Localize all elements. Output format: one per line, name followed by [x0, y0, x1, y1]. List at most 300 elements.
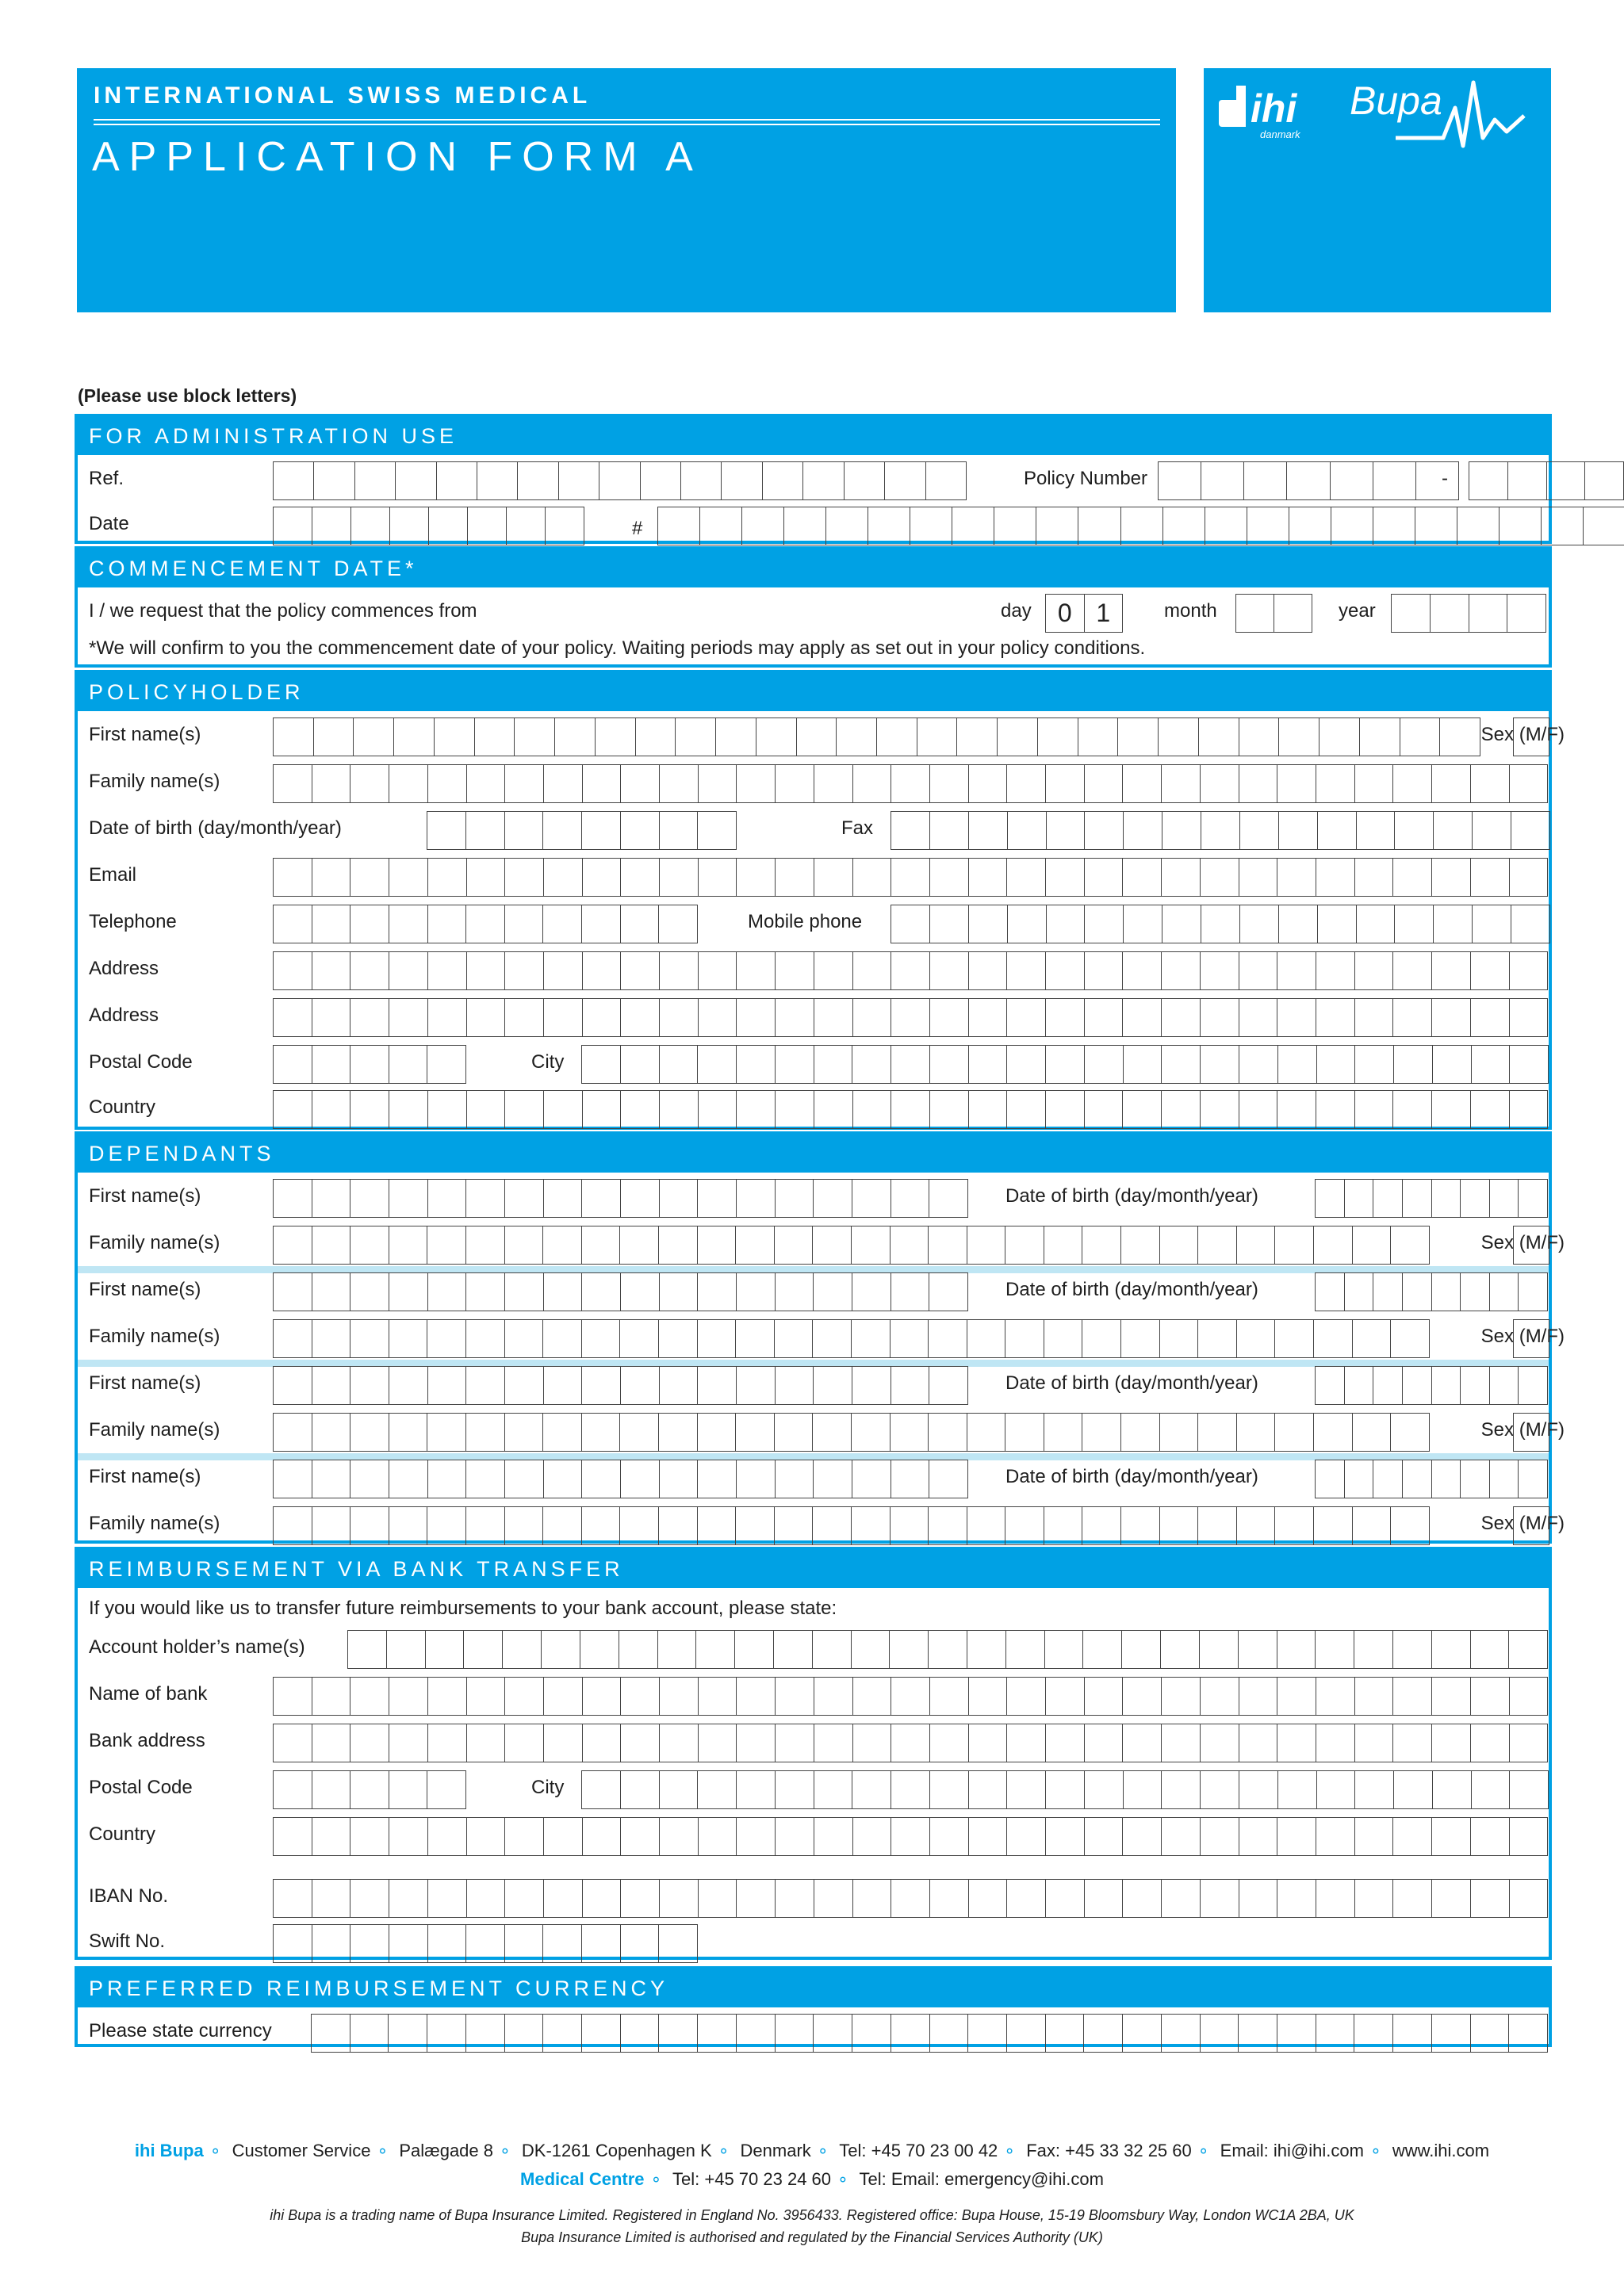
letter-box[interactable]: [1393, 858, 1432, 897]
letter-box[interactable]: [621, 858, 660, 897]
letter-box[interactable]: [1403, 1366, 1432, 1405]
letter-box[interactable]: [813, 1413, 852, 1452]
letter-box[interactable]: [1237, 1413, 1276, 1452]
letter-box[interactable]: [784, 507, 826, 545]
letter-box[interactable]: [1510, 1770, 1549, 1809]
letter-box[interactable]: [1085, 1045, 1124, 1084]
letter-box[interactable]: [350, 1413, 389, 1452]
letter-box[interactable]: [1038, 718, 1078, 756]
letter-box[interactable]: [505, 1817, 544, 1856]
letter-box[interactable]: [1274, 594, 1312, 633]
year-input[interactable]: [1391, 594, 1546, 633]
letter-box[interactable]: [929, 1366, 968, 1405]
letter-box[interactable]: [312, 1879, 351, 1918]
letter-box[interactable]: [1316, 1817, 1355, 1856]
letter-box[interactable]: [428, 764, 467, 803]
letter-box[interactable]: [1357, 905, 1396, 943]
letter-box[interactable]: [891, 1226, 929, 1265]
letter-box[interactable]: [1200, 1630, 1239, 1669]
letter-box[interactable]: [660, 1366, 699, 1405]
letter-box[interactable]: [274, 507, 312, 545]
letter-box[interactable]: [1519, 1272, 1548, 1311]
letter-box[interactable]: [776, 1460, 814, 1498]
letter-box[interactable]: [1509, 1630, 1548, 1669]
letter-box[interactable]: [742, 507, 784, 545]
letter-box[interactable]: [389, 1460, 428, 1498]
letter-box[interactable]: [1510, 764, 1549, 803]
letter-box[interactable]: [389, 1272, 428, 1311]
letter-box[interactable]: [1279, 718, 1320, 756]
letter-box[interactable]: [505, 1460, 544, 1498]
letter-box[interactable]: [505, 1413, 544, 1452]
letter-box[interactable]: [774, 1630, 813, 1669]
letter-box[interactable]: [466, 811, 505, 850]
letter-box[interactable]: [274, 1817, 312, 1856]
letter-box[interactable]: [967, 1413, 1006, 1452]
letter-box[interactable]: [559, 461, 599, 500]
letter-box[interactable]: [621, 1366, 660, 1405]
letter-box[interactable]: [427, 1226, 466, 1265]
letter-box[interactable]: [716, 718, 756, 756]
letter-box[interactable]: [1123, 951, 1162, 990]
letter-box[interactable]: [763, 461, 803, 500]
letter-box[interactable]: [1239, 998, 1278, 1037]
letter-box[interactable]: [1123, 998, 1162, 1037]
letter-box[interactable]: [621, 1924, 660, 1963]
letter-box[interactable]: [467, 1879, 506, 1918]
letter-box[interactable]: [1085, 764, 1124, 803]
letter-box[interactable]: [389, 1879, 428, 1918]
letter-box[interactable]: [969, 1045, 1008, 1084]
letter-box[interactable]: [698, 1506, 737, 1545]
letter-box[interactable]: [505, 1677, 544, 1716]
letter-box[interactable]: [969, 1817, 1008, 1856]
letter-box[interactable]: [1239, 1817, 1278, 1856]
letter-box[interactable]: [1355, 1879, 1394, 1918]
letter-box[interactable]: [312, 1770, 351, 1809]
letter-box[interactable]: [1471, 1677, 1510, 1716]
letter-box[interactable]: [1163, 507, 1205, 545]
letter-box[interactable]: [620, 1319, 659, 1358]
letter-box[interactable]: [389, 1817, 428, 1856]
letter-box[interactable]: [314, 461, 354, 500]
letter-box[interactable]: [312, 1272, 351, 1311]
letter-box[interactable]: [1044, 1319, 1083, 1358]
letter-box[interactable]: [428, 1090, 467, 1129]
dependant-dob-input[interactable]: [1315, 1272, 1548, 1311]
letter-box[interactable]: [1008, 811, 1047, 850]
letter-box[interactable]: [619, 1630, 658, 1669]
letter-box[interactable]: [1432, 1366, 1461, 1405]
letter-box[interactable]: [699, 764, 737, 803]
letter-box[interactable]: [891, 1879, 930, 1918]
letter-box[interactable]: [477, 461, 518, 500]
letter-box[interactable]: [1201, 2014, 1239, 2053]
letter-box[interactable]: [813, 1319, 852, 1358]
letter-box[interactable]: [814, 764, 853, 803]
letter-box[interactable]: [1510, 1677, 1549, 1716]
letter-box[interactable]: [1277, 1630, 1316, 1669]
letter-box[interactable]: [350, 1272, 389, 1311]
letter-box[interactable]: [969, 998, 1008, 1037]
letter-box[interactable]: [312, 1179, 351, 1218]
letter-box[interactable]: [1287, 461, 1330, 500]
letter-box[interactable]: [1275, 1413, 1314, 1452]
letter-box[interactable]: [1393, 951, 1432, 990]
letter-box[interactable]: [475, 718, 515, 756]
letter-box[interactable]: [621, 1179, 660, 1218]
letter-box[interactable]: [1205, 507, 1247, 545]
letter-box[interactable]: [776, 1045, 814, 1084]
letter-box[interactable]: [1162, 1879, 1201, 1918]
telephone-input[interactable]: [273, 905, 698, 943]
letter-box[interactable]: [1373, 1366, 1403, 1405]
letter-box[interactable]: [659, 1226, 698, 1265]
letter-box[interactable]: [1085, 1879, 1124, 1918]
letter-box[interactable]: [969, 858, 1008, 897]
letter-box[interactable]: [1046, 998, 1085, 1037]
letter-box[interactable]: [929, 1179, 968, 1218]
letter-box[interactable]: [660, 1724, 699, 1762]
letter-box[interactable]: [1046, 1817, 1085, 1856]
letter-box[interactable]: [891, 1319, 929, 1358]
letter-box[interactable]: [428, 1272, 467, 1311]
letter-box[interactable]: [543, 905, 582, 943]
bank-name-input[interactable]: [273, 1677, 1548, 1716]
letter-box[interactable]: [1124, 811, 1162, 850]
letter-box[interactable]: [1085, 1724, 1124, 1762]
letter-box[interactable]: [1162, 1817, 1201, 1856]
letter-box[interactable]: [428, 1924, 467, 1963]
letter-box[interactable]: [1239, 1090, 1278, 1129]
letter-box[interactable]: [814, 1677, 853, 1716]
letter-box[interactable]: [930, 1770, 969, 1809]
letter-box[interactable]: [274, 1413, 312, 1452]
letter-box[interactable]: [1519, 1179, 1548, 1218]
letter-box[interactable]: [1046, 1677, 1085, 1716]
letter-box[interactable]: [1394, 1045, 1433, 1084]
letter-box[interactable]: [814, 1045, 853, 1084]
letter-box[interactable]: [1317, 1770, 1356, 1809]
letter-box[interactable]: [698, 2014, 737, 2053]
letter-box[interactable]: [891, 858, 930, 897]
letter-box[interactable]: [1510, 951, 1549, 990]
letter-box[interactable]: [852, 1460, 891, 1498]
letter-box[interactable]: [621, 2014, 660, 2053]
letter-box[interactable]: [1240, 811, 1279, 850]
letter-box[interactable]: [1239, 764, 1278, 803]
letter-box[interactable]: [1434, 811, 1473, 850]
letter-box[interactable]: [852, 1179, 891, 1218]
letter-box[interactable]: [350, 1506, 389, 1545]
month-input[interactable]: [1235, 594, 1312, 633]
letter-box[interactable]: [507, 507, 546, 545]
letter-box[interactable]: [394, 718, 435, 756]
letter-box[interactable]: [1240, 905, 1279, 943]
letter-box[interactable]: [736, 1413, 775, 1452]
letter-box[interactable]: [698, 1226, 737, 1265]
letter-box[interactable]: [1159, 718, 1199, 756]
letter-box[interactable]: [437, 461, 477, 500]
letter-box[interactable]: [1277, 1090, 1316, 1129]
letter-box[interactable]: [274, 1506, 312, 1545]
letter-box[interactable]: [698, 1045, 737, 1084]
letter-box[interactable]: [813, 1630, 852, 1669]
letter-box[interactable]: [641, 461, 681, 500]
letter-box[interactable]: [583, 1090, 622, 1129]
letter-box[interactable]: [852, 1366, 891, 1405]
letter-box[interactable]: [350, 905, 389, 943]
letter-box[interactable]: [468, 507, 507, 545]
letter-box[interactable]: [1047, 905, 1086, 943]
letter-box[interactable]: [583, 998, 622, 1037]
letter-box[interactable]: [583, 1879, 622, 1918]
letter-box[interactable]: [1239, 1724, 1278, 1762]
letter-box[interactable]: [582, 1045, 621, 1084]
letter-box[interactable]: [660, 764, 699, 803]
letter-box[interactable]: [1345, 1460, 1374, 1498]
letter-box[interactable]: [930, 1879, 969, 1918]
letter-box[interactable]: [1201, 811, 1240, 850]
letter-box[interactable]: [845, 461, 885, 500]
letter-box[interactable]: [1373, 461, 1416, 500]
letter-box[interactable]: [1331, 507, 1373, 545]
letter-box[interactable]: [505, 1724, 544, 1762]
letter-box[interactable]: [1316, 951, 1355, 990]
letter-box[interactable]: [1353, 1413, 1392, 1452]
letter-box[interactable]: [1355, 858, 1394, 897]
letter-box[interactable]: [312, 1460, 351, 1498]
letter-box[interactable]: [467, 998, 506, 1037]
letter-box[interactable]: [544, 1366, 583, 1405]
letter-box[interactable]: [891, 2014, 930, 2053]
letter-box[interactable]: [1314, 1226, 1353, 1265]
letter-box[interactable]: [1345, 1272, 1374, 1311]
letter-box[interactable]: [1471, 1817, 1510, 1856]
letter-box[interactable]: [582, 1506, 621, 1545]
letter-box[interactable]: [621, 1817, 660, 1856]
letter-box[interactable]: [1432, 1879, 1471, 1918]
letter-box[interactable]: [355, 461, 396, 500]
letter-box[interactable]: [312, 1506, 351, 1545]
letter-box[interactable]: [852, 1319, 891, 1358]
letter-box[interactable]: [994, 507, 1036, 545]
letter-box[interactable]: [1472, 1770, 1511, 1809]
letter-box[interactable]: [1008, 905, 1047, 943]
letter-box[interactable]: [274, 1924, 312, 1963]
letter-box[interactable]: [1085, 1770, 1124, 1809]
letter-box[interactable]: [1239, 1879, 1278, 1918]
letter-box[interactable]: [1433, 1045, 1472, 1084]
date-input[interactable]: [273, 507, 584, 545]
letter-box[interactable]: [544, 764, 583, 803]
letter-box[interactable]: [466, 1226, 505, 1265]
letter-box[interactable]: [582, 1413, 621, 1452]
letter-box[interactable]: [853, 1090, 892, 1129]
letter-box[interactable]: [1277, 1677, 1316, 1716]
letter-box[interactable]: [1471, 2014, 1510, 2053]
letter-box[interactable]: [699, 951, 737, 990]
letter-box[interactable]: [428, 1677, 467, 1716]
letter-box[interactable]: [969, 951, 1008, 990]
letter-box[interactable]: [696, 1630, 735, 1669]
letter-box[interactable]: [1432, 764, 1471, 803]
letter-box[interactable]: [814, 1090, 853, 1129]
letter-box[interactable]: [350, 2014, 389, 2053]
letter-box[interactable]: [814, 951, 853, 990]
letter-box[interactable]: [1469, 461, 1508, 500]
letter-box[interactable]: [1201, 1879, 1239, 1918]
letter-box[interactable]: [776, 764, 814, 803]
letter-box[interactable]: [389, 1677, 428, 1716]
letter-box[interactable]: [969, 811, 1008, 850]
letter-box[interactable]: [891, 1413, 929, 1452]
letter-box[interactable]: [348, 1630, 387, 1669]
letter-box[interactable]: [515, 718, 555, 756]
letter-box[interactable]: [1469, 594, 1508, 633]
letter-box[interactable]: [1247, 507, 1289, 545]
letter-box[interactable]: [505, 1090, 544, 1129]
letter-box[interactable]: [274, 1460, 312, 1498]
address-input-1[interactable]: [273, 951, 1548, 990]
letter-box[interactable]: [1046, 1770, 1085, 1809]
letter-box[interactable]: [1355, 1045, 1394, 1084]
letter-box[interactable]: [1432, 951, 1471, 990]
letter-box[interactable]: [1507, 594, 1546, 633]
letter-box[interactable]: [1278, 1045, 1317, 1084]
dependant-sex-input[interactable]: [1513, 1506, 1549, 1545]
letter-box[interactable]: [1473, 811, 1511, 850]
letter-box[interactable]: [1046, 2014, 1085, 2053]
mobile-phone-input[interactable]: [891, 905, 1550, 943]
letter-box[interactable]: [1007, 1090, 1046, 1129]
letter-box[interactable]: [466, 1319, 505, 1358]
letter-box[interactable]: [312, 1045, 351, 1084]
letter-box[interactable]: [583, 1724, 622, 1762]
letter-box[interactable]: [868, 507, 910, 545]
letter-box[interactable]: [1510, 1045, 1549, 1084]
letter-box[interactable]: [621, 1460, 660, 1498]
letter-box[interactable]: [1123, 764, 1162, 803]
letter-box[interactable]: [1432, 1090, 1471, 1129]
letter-box[interactable]: [1354, 1630, 1393, 1669]
letter-box[interactable]: [698, 1272, 737, 1311]
letter-box[interactable]: [505, 1179, 544, 1218]
letter-box[interactable]: [428, 905, 467, 943]
letter-box[interactable]: [929, 1460, 968, 1498]
letter-box[interactable]: [660, 1272, 699, 1311]
letter-box[interactable]: [1490, 1179, 1519, 1218]
letter-box[interactable]: [1316, 858, 1355, 897]
letter-box[interactable]: [429, 507, 468, 545]
letter-box[interactable]: [1201, 1090, 1239, 1129]
letter-box[interactable]: [659, 1506, 698, 1545]
letter-box[interactable]: [428, 951, 467, 990]
letter-box[interactable]: [543, 1924, 582, 1963]
letter-box[interactable]: [659, 1924, 698, 1963]
letter-box[interactable]: [350, 858, 389, 897]
letter-box[interactable]: [852, 2014, 891, 2053]
letter-box[interactable]: [1373, 507, 1415, 545]
letter-box[interactable]: [1316, 1366, 1345, 1405]
letter-box[interactable]: [1490, 1272, 1519, 1311]
letter-box[interactable]: [1510, 1724, 1549, 1762]
letter-box[interactable]: [389, 1045, 428, 1084]
letter-box[interactable]: [1046, 951, 1085, 990]
letter-box[interactable]: [1162, 764, 1201, 803]
letter-box[interactable]: [737, 1179, 776, 1218]
letter-box[interactable]: [1432, 998, 1471, 1037]
letter-box[interactable]: [1471, 951, 1510, 990]
letter-box[interactable]: [1085, 811, 1124, 850]
letter-box[interactable]: [544, 1179, 583, 1218]
dependant-dob-input[interactable]: [1315, 1179, 1548, 1218]
email-input[interactable]: [273, 858, 1548, 897]
letter-box[interactable]: [1331, 461, 1373, 500]
letter-box[interactable]: [736, 1506, 775, 1545]
letter-box[interactable]: [1416, 461, 1459, 500]
letter-box[interactable]: [952, 507, 994, 545]
swift-input[interactable]: [273, 1924, 698, 1963]
letter-box[interactable]: [1403, 1460, 1432, 1498]
letter-box[interactable]: [1085, 858, 1124, 897]
letter-box[interactable]: [967, 1630, 1006, 1669]
letter-box[interactable]: [427, 1770, 466, 1809]
letter-box[interactable]: [1508, 461, 1547, 500]
letter-box[interactable]: [814, 1770, 853, 1809]
bank-postal-code-input[interactable]: [273, 1770, 466, 1809]
first-name-input[interactable]: [273, 718, 1480, 756]
letter-box[interactable]: [891, 1770, 930, 1809]
letter-box[interactable]: [1373, 1179, 1403, 1218]
letter-box[interactable]: [428, 1817, 467, 1856]
letter-box[interactable]: [312, 2014, 350, 2053]
letter-box[interactable]: [660, 951, 699, 990]
letter-box[interactable]: [1085, 1090, 1124, 1129]
letter-box[interactable]: [929, 1226, 967, 1265]
letter-box[interactable]: [467, 1677, 506, 1716]
letter-box[interactable]: [350, 1226, 389, 1265]
letter-box[interactable]: [1278, 1770, 1317, 1809]
letter-box[interactable]: [814, 1179, 852, 1218]
letter-box[interactable]: [1046, 1879, 1085, 1918]
letter-box[interactable]: [1393, 1630, 1432, 1669]
letter-box[interactable]: [621, 1770, 660, 1809]
letter-box[interactable]: [1320, 718, 1360, 756]
letter-box[interactable]: [1314, 1413, 1353, 1452]
letter-box[interactable]: [596, 718, 636, 756]
letter-box[interactable]: [1007, 998, 1046, 1037]
letter-box[interactable]: [814, 1272, 852, 1311]
letter-box[interactable]: [1123, 1677, 1162, 1716]
letter-box[interactable]: [543, 1413, 582, 1452]
bank-address-input[interactable]: [273, 1724, 1548, 1762]
letter-box[interactable]: [505, 1366, 544, 1405]
letter-box[interactable]: [1432, 1630, 1471, 1669]
letter-box[interactable]: [1239, 951, 1278, 990]
letter-box[interactable]: [852, 1770, 891, 1809]
letter-box[interactable]: [1433, 1770, 1472, 1809]
letter-box[interactable]: [797, 718, 837, 756]
letter-box[interactable]: [505, 905, 544, 943]
letter-box[interactable]: [968, 2014, 1007, 2053]
letter-box[interactable]: [1514, 1319, 1549, 1358]
letter-box[interactable]: [814, 1460, 852, 1498]
letter-box[interactable]: [737, 1460, 776, 1498]
letter-box[interactable]: [428, 1366, 467, 1405]
letter-box[interactable]: [775, 1413, 814, 1452]
letter-box[interactable]: [1395, 905, 1434, 943]
